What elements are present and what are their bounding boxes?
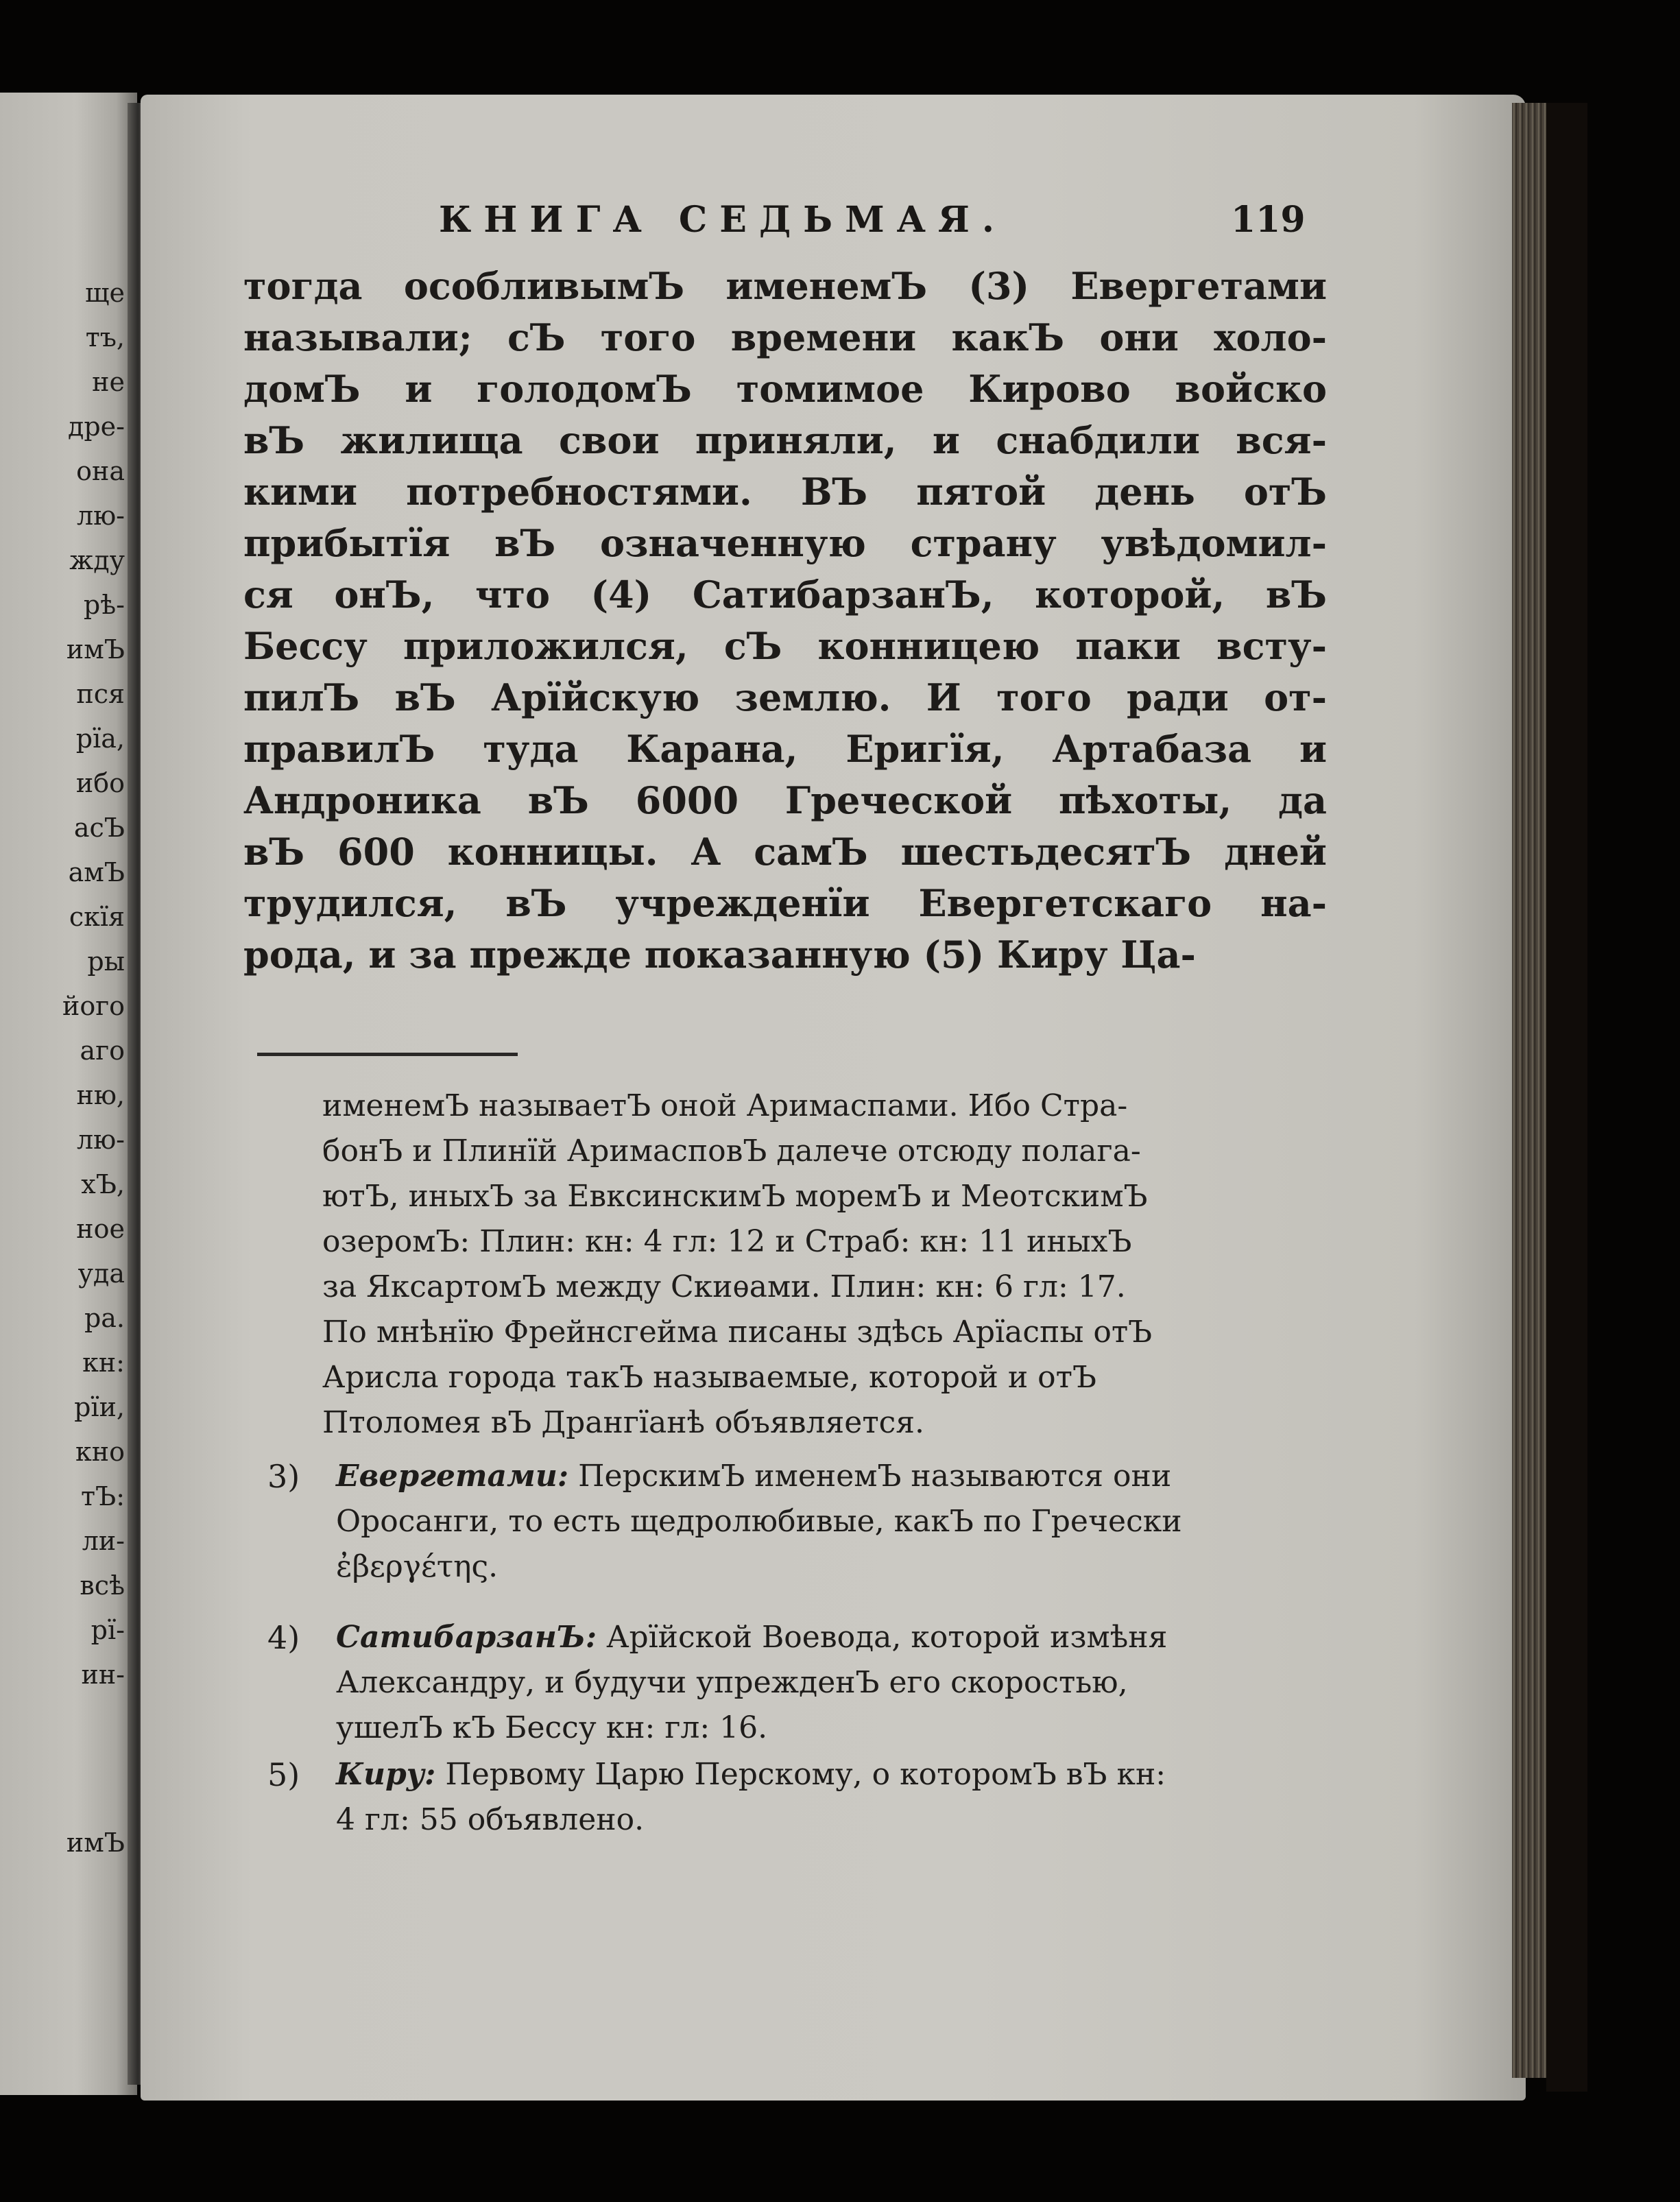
left-page-fragment: кно [75, 1437, 125, 1467]
footnote-3 [267, 1454, 1365, 1590]
left-page-fragment: имЪ [66, 1828, 125, 1858]
book-cover [1546, 103, 1587, 2092]
left-page-fragment: рѣ- [83, 590, 125, 620]
left-page-fragment: рїи, [74, 1392, 125, 1422]
left-page-fragment: ин- [81, 1660, 125, 1690]
text-line: вЪ жилища свои приняли, и снабдили вся- [243, 418, 1327, 462]
footnote-line: Оросанги, то есть щедролюбивые, какЪ по Гречески [336, 1504, 1182, 1539]
main-text [243, 261, 1327, 981]
text-line: называли; сЪ того времени какЪ они холо- [243, 315, 1327, 359]
left-page-fragment: скїя [69, 902, 125, 932]
left-page-fragment: тЪ: [80, 1481, 125, 1511]
left-page-fragment: тъ, [85, 322, 125, 352]
left-page-edge [0, 93, 137, 2095]
footnote-term: Киру: [336, 1757, 436, 1792]
text-line: трудился, вЪ учрежденїи Евергетскаго на- [243, 881, 1327, 925]
footnote-line: ἐβεργέτης. [336, 1549, 499, 1584]
left-page-fragment: всѣ [80, 1570, 125, 1601]
note-line: озеромЪ: Плин: кн: 4 гл: 12 и Страб: кн: 11 иныхЪ [322, 1224, 1132, 1259]
text-line: тогда особливымЪ именемЪ (3) Евергетами [243, 264, 1327, 308]
footnote-line: 4 гл: 55 объявлено. [336, 1802, 645, 1837]
footnote-term: СатибарзанЪ: [336, 1620, 597, 1655]
left-page-fragment: лю- [76, 1125, 125, 1155]
note-line: ютЪ, иныхЪ за ЕвксинскимЪ моремЪ и МеотскимЪ [322, 1179, 1148, 1214]
footnote-rule [257, 1053, 518, 1056]
footnote-number: 4) [267, 1619, 300, 1656]
footnote-line: Арїйской Воевода, которой измѣня [606, 1620, 1168, 1655]
left-page-fragment: ра. [84, 1303, 125, 1333]
footnote-line: ушелЪ кЪ Бессу кн: гл: 16. [336, 1710, 768, 1745]
left-page-fragment: пся [76, 679, 125, 709]
text-line: Андроника вЪ 6000 Греческой пѣхоты, да [243, 778, 1327, 822]
footnote-line: Александру, и будучи упрежденЪ его скоростью, [336, 1665, 1128, 1700]
left-page-fragment: ибо [75, 768, 125, 798]
text-line: домЪ и голодомЪ томимое Кирово войско [243, 367, 1327, 411]
left-page-fragment: она [76, 456, 125, 486]
footnote-4 [267, 1615, 1365, 1751]
left-page-fragment: кн: [82, 1348, 125, 1378]
footnote-number: 3) [267, 1458, 300, 1495]
left-page-fragment: ное [76, 1214, 125, 1244]
left-page-fragment: имЪ [66, 634, 125, 665]
left-page-fragment: ры [87, 946, 125, 977]
footnote-line: Первому Царю Перскому, о которомЪ вЪ кн: [445, 1757, 1166, 1792]
left-page-fragment: ли- [82, 1526, 125, 1556]
footnote-5 [267, 1752, 1365, 1843]
note-line: Птоломея вЪ Дрангїанѣ объявляется. [322, 1405, 925, 1440]
text-line: правилЪ туда Карана, Еригїя, Артабаза и [243, 727, 1327, 771]
footnote-number: 5) [267, 1756, 300, 1793]
page-edges [1512, 103, 1548, 2078]
left-page-fragment: рїа, [75, 723, 125, 754]
text-line: вЪ 600 конницы. А самЪ шестьдесятЪ дней [243, 830, 1327, 874]
left-page-fragment: аго [80, 1036, 125, 1066]
left-page-fragment: жду [69, 545, 125, 575]
left-page-fragment: ню, [76, 1080, 125, 1110]
left-page-fragment: уда [77, 1258, 125, 1289]
left-page-fragment: дре- [67, 411, 125, 442]
left-page-fragment: асЪ [73, 813, 125, 843]
note-line: бонЪ и Плинїй АримасповЪ далече отсюду полага- [322, 1134, 1141, 1169]
note-line: именемЪ называетЪ оной Аримаспами. Ибо Стра- [322, 1088, 1128, 1123]
note-line: По мнѣнїю Фрейнсгейма писаны здѣсь Арїаспы отЪ [322, 1315, 1153, 1350]
text-line: прибытїя вЪ означенную страну увѣдомил- [243, 521, 1327, 565]
footnote-term: Евергетами: [336, 1459, 569, 1494]
text-line: пилЪ вЪ Арїйскую землю. И того ради от- [243, 675, 1327, 719]
note-line: за ЯксартомЪ между Скиѳами. Плин: кн: 6 гл: 17. [322, 1269, 1126, 1304]
note-line: Арисла города такЪ называемые, которой и отЪ [322, 1360, 1096, 1395]
page-number: 119 [1231, 199, 1306, 241]
footnote-line: ПерскимЪ именемЪ называются они [578, 1459, 1172, 1494]
text-line: кими потребностями. ВЪ пятой день отЪ [243, 470, 1327, 514]
left-page-fragment: його [62, 991, 125, 1021]
running-head: КНИГА СЕДЬМАЯ. [439, 199, 1007, 241]
left-page-fragment: хЪ, [81, 1169, 125, 1199]
text-line: ся онЪ, что (4) СатибарзанЪ, которой, вЪ [243, 573, 1327, 617]
text-line: рода, и за прежде показанную (5) Киру Ца- [243, 933, 1196, 977]
left-page-fragment: лю- [76, 501, 125, 531]
text-line: Бессу приложился, сЪ конницею паки всту- [243, 624, 1327, 668]
left-page-fragment: ще [85, 278, 125, 308]
footnote-continuation [322, 1084, 1358, 1446]
left-page-fragment: рї- [91, 1615, 125, 1645]
left-page-fragment: амЪ [68, 857, 125, 887]
left-page-fragment: не [92, 367, 125, 397]
